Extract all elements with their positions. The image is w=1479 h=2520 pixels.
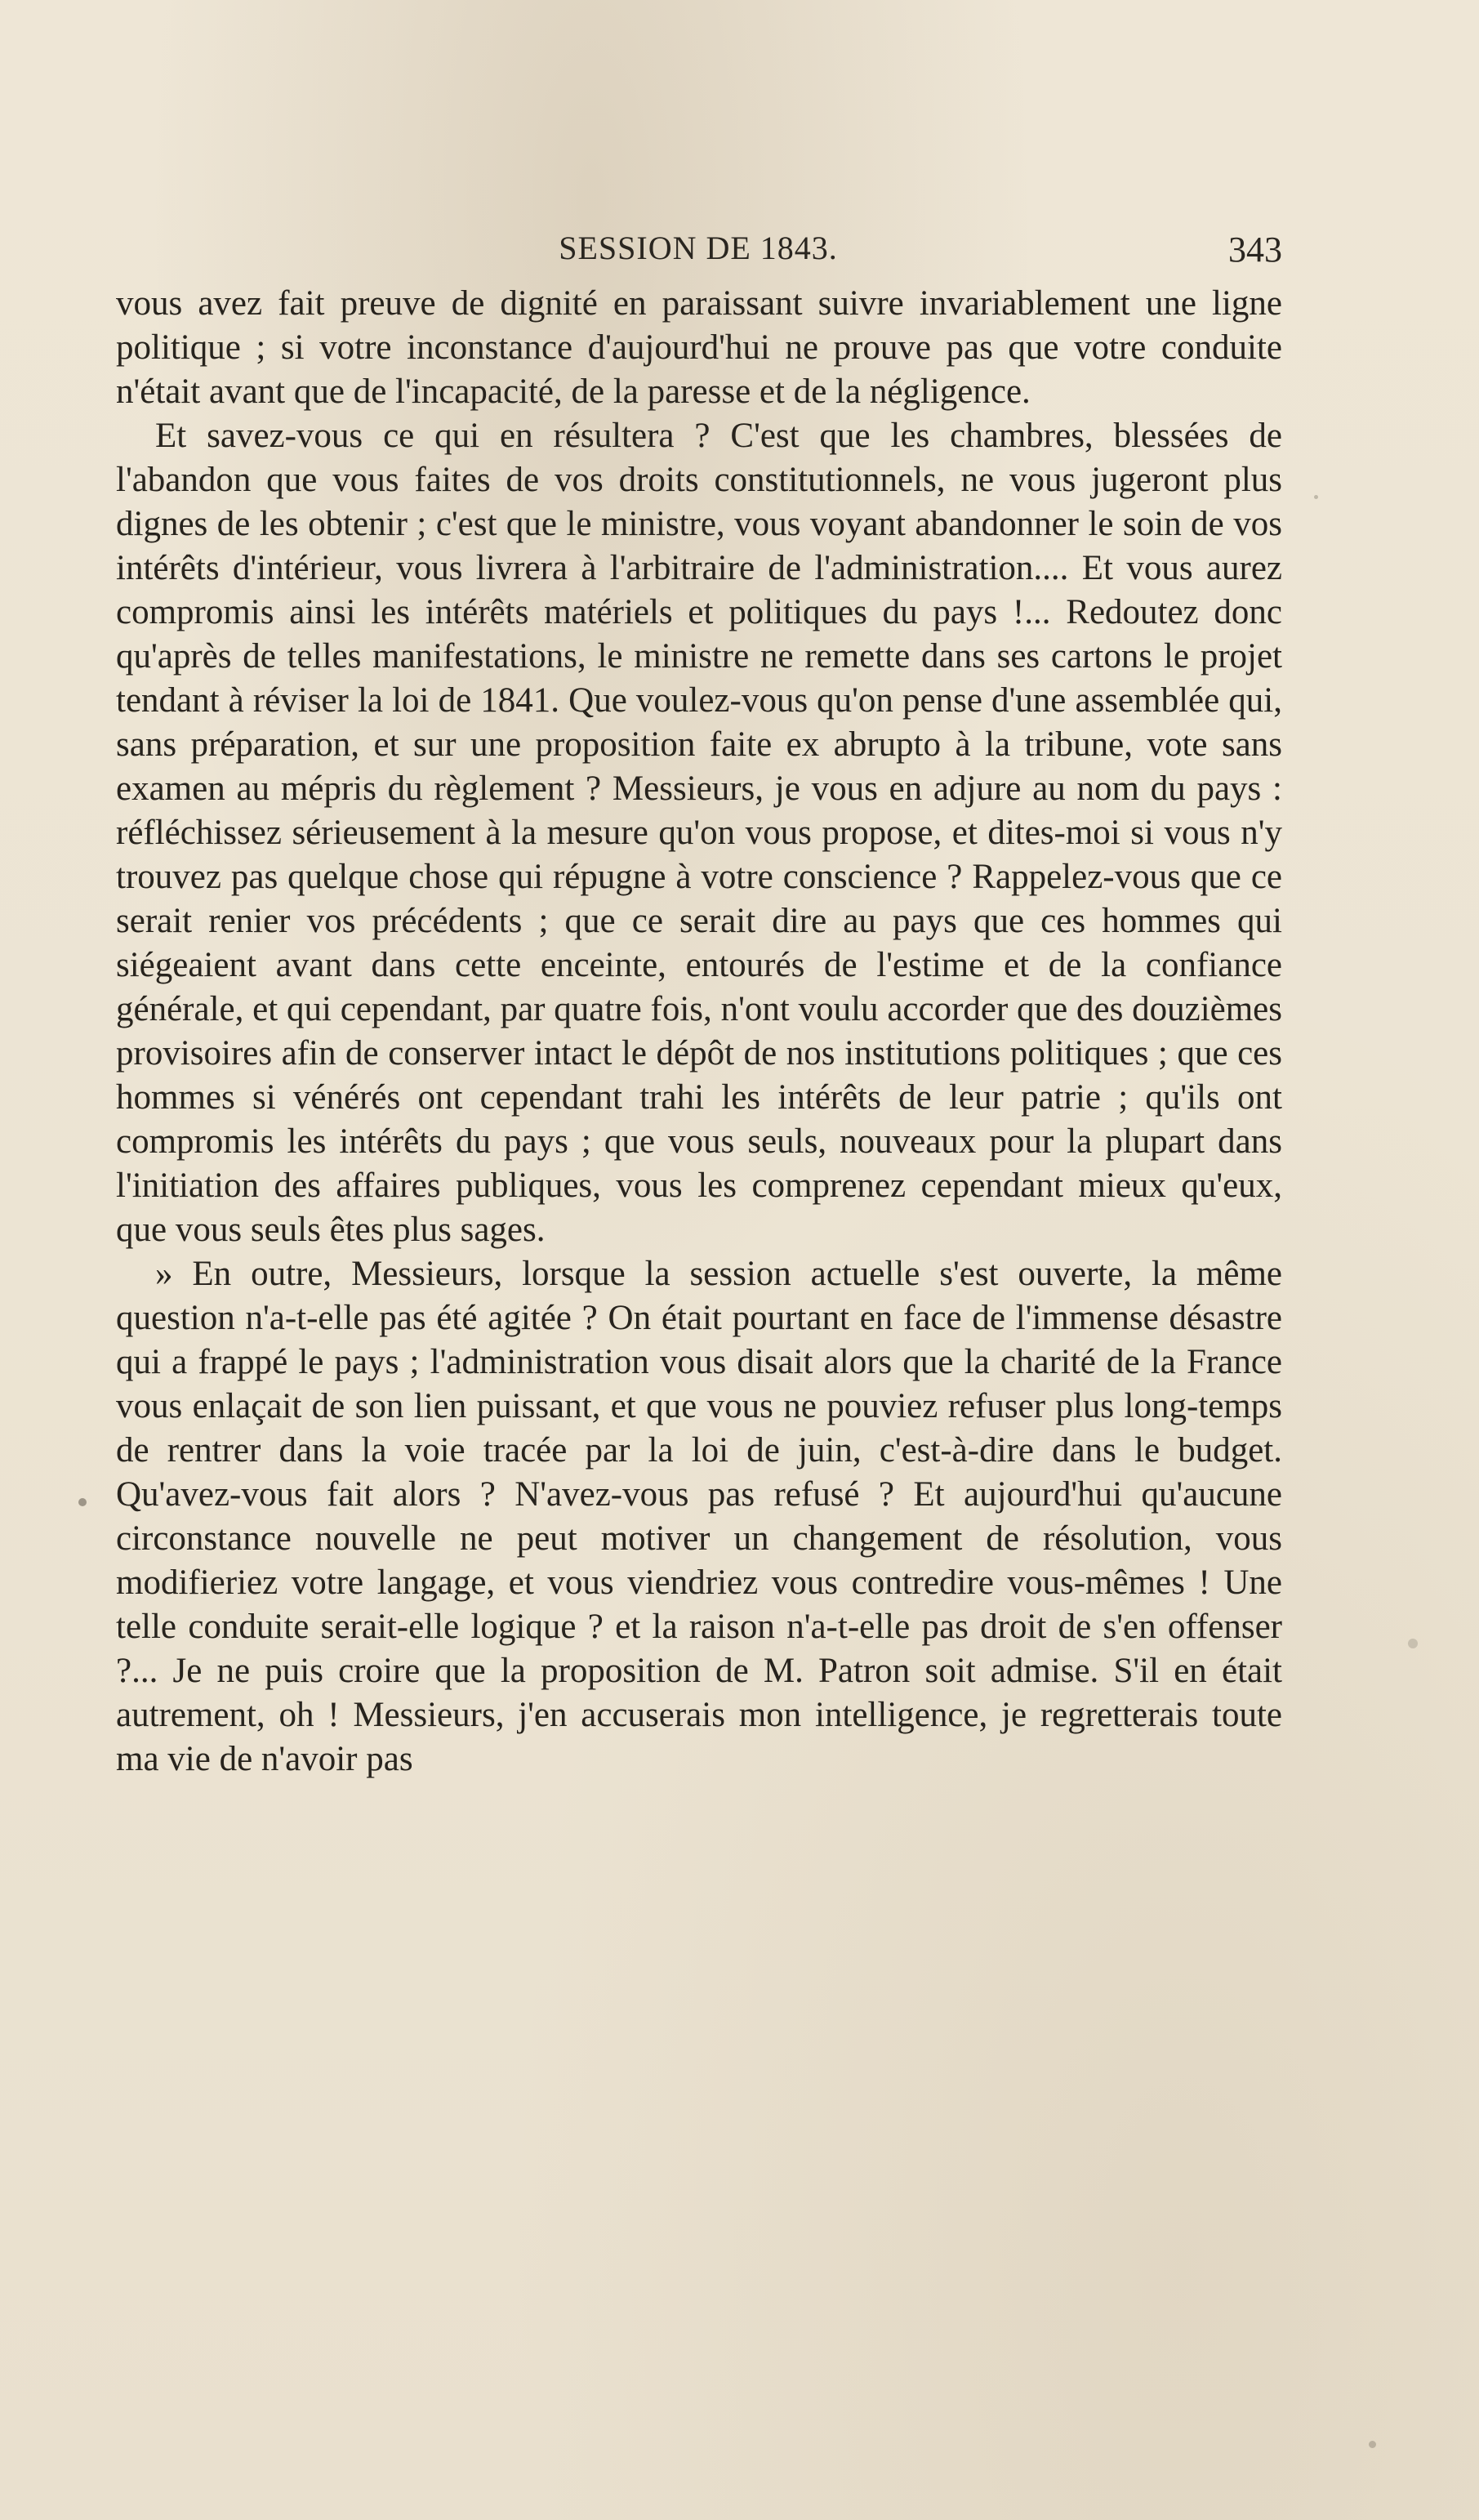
body-text — [116, 282, 1282, 2267]
page-header — [114, 229, 1282, 281]
paper-speck — [1369, 2441, 1376, 2448]
paragraph-1: vous avez fait preuve de dignité en paraissant suivre invariablement une ligne politique ; si votre inconstance d'aujourd'hui ne prouve pas que votre conduite n'était avant que de l'incapacité, de la paresse et de la négligence. — [116, 284, 1282, 411]
paragraph-3: » En outre, Messieurs, lorsque la session actuelle s'est ouverte, la même question n'a-t-elle pas été agitée ? On était pourtant en face de l'immense désastre qui a frappé le pays ; l'administration vous disait alors que la charité de la France vous enlaçait de son lien puissant, et que vous ne pouviez refuser plus long-temps de rentrer dans la voie tracée par la loi de juin, c'est-à-dire dans le budget. Qu'avez-vous fait alors ? N'avez-vous pas refusé ? Et aujourd'hui qu'aucune circonstance nouvelle ne peut motiver un changement de résolution, vous modifieriez votre langage, et vous viendriez vous contredire vous-mêmes ! Une telle conduite serait-elle logique ? et la raison n'a-t-elle pas droit de s'en offenser ?... Je ne puis croire que la proposition de M. Patron soit admise. S'il en était autrement, oh ! Messieurs, j'en accuserais mon intelligence, je regretterais toute ma vie de n'avoir pas — [116, 1255, 1282, 1778]
paper-speck — [1314, 495, 1318, 499]
paper-speck — [78, 1498, 87, 1506]
paragraph-2: Et savez-vous ce qui en résultera ? C'est que les chambres, blessées de l'abandon que vous faites de vos droits constitutionnels, ne vous jugeront plus dignes de les obtenir ; c'est que le ministre, vous voyant abandonner le soin de vos intérêts d'intérieur, vous livrera à l'arbitraire de l'administration.... Et vous aurez compromis ainsi les intérêts matériels et politiques du pays !... Redoutez donc qu'après de telles manifestations, le ministre ne remette dans ses cartons le projet tendant à réviser la loi de 1841. Que voulez-vous qu'on pense d'une assemblée qui, sans préparation, et sur une proposition faite ex abrupto à la tribune, vote sans examen au mépris du règlement ? Messieurs, je vous en adjure au nom du pays : réfléchissez sérieusement à la mesure qu'on vous propose, et dites-moi si vous n'y trouvez pas quelque chose qui répugne à votre conscience ? Rappelez-vous que ce serait renier vos précédents ; que ce serait dire au pays que ces hommes qui siégeaient avant dans cette enceinte, entourés de l'estime et de la confiance générale, et qui cependant, par quatre fois, n'ont voulu accorder que des douzièmes provisoires afin de conserver intact le dépôt de nos institutions politiques ; que ces hommes si vénérés ont cependant trahi les intérêts de leur patrie ; qu'ils ont compromis les intérêts du pays ; que vous seuls, nouveaux pour la plupart dans l'initiation des affaires publiques, vous les comprenez cependant mieux qu'eux, que vous seuls êtes plus sages. — [116, 417, 1282, 1249]
paper-speck — [1408, 1639, 1418, 1648]
page-number: 343 — [1228, 230, 1282, 270]
running-head: SESSION DE 1843. — [559, 230, 838, 266]
